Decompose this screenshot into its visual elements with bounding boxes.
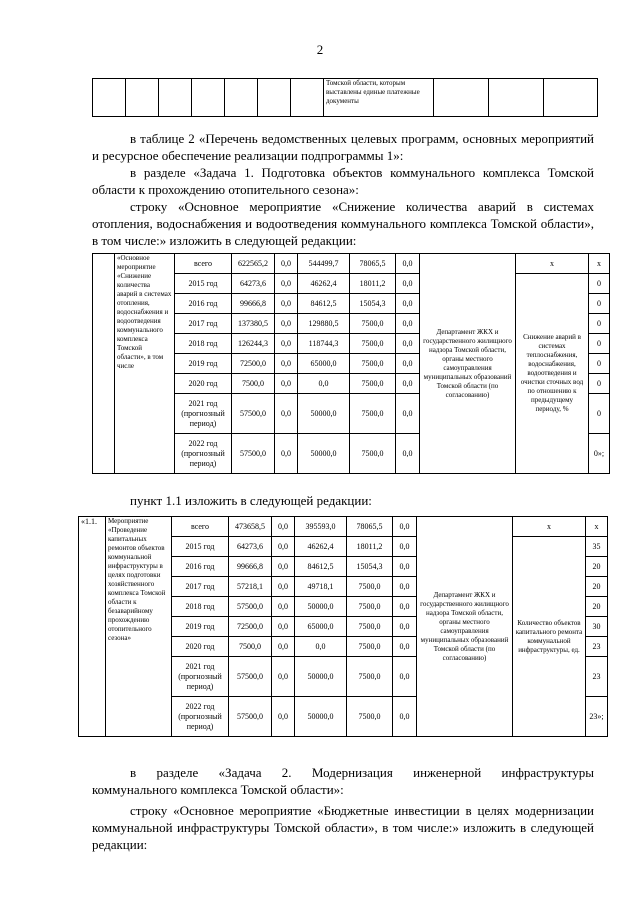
value-cell: 0,0 (393, 617, 417, 637)
year-cell: 2016 год (172, 557, 229, 577)
value-cell: 7500,0 (347, 597, 393, 617)
indicator-value: 0 (589, 294, 610, 314)
value-cell: 0,0 (298, 374, 350, 394)
year-cell: 2021 год (прогнозный период) (172, 657, 229, 697)
value-cell: 7500,0 (350, 314, 396, 334)
indicator-value: 20 (586, 577, 608, 597)
paragraph-2: в разделе «Задача 1. Подготовка объектов коммунального комплекса Томской области к прохождению отопительного сезона»: (92, 165, 594, 197)
page-number: 2 (316, 42, 324, 57)
row-number (93, 254, 115, 474)
indicator-value: 0 (589, 374, 610, 394)
value-cell: 7500,0 (350, 334, 396, 354)
indicator-x: x (516, 254, 589, 274)
indicator-value-x: x (586, 517, 608, 537)
total-cell: 473658,5 (229, 517, 272, 537)
value-cell: 46262,4 (298, 274, 350, 294)
paragraph-5b: коммунального комплекса Томской области»: (92, 782, 344, 797)
total-cell: 57500,0 (229, 657, 272, 697)
value-cell: 65000,0 (295, 617, 347, 637)
value-cell: 78065,5 (347, 517, 393, 537)
value-cell: 46262,4 (295, 537, 347, 557)
value-cell: 18011,2 (350, 274, 396, 294)
table-1 (92, 253, 610, 474)
total-cell: 57500,0 (229, 697, 272, 737)
top-table (92, 78, 598, 117)
year-cell: 2020 год (172, 637, 229, 657)
total-cell: 57218,1 (229, 577, 272, 597)
measure-name: Мероприятие «Проведение капитальных ремонтов объектов коммунальной инфраструктуры в целях подготовки хозяйственного комплекса Томской области к безаварийному прохождению отопительного сезона» (106, 517, 172, 737)
top-table-cell (434, 79, 489, 117)
indicator-value-x: x (589, 254, 610, 274)
year-cell: 2019 год (172, 617, 229, 637)
value-cell: 0,0 (396, 294, 420, 314)
indicator-value: 0 (589, 274, 610, 294)
value-cell: 49718,1 (295, 577, 347, 597)
value-cell: 0,0 (393, 597, 417, 617)
value-cell: 0,0 (272, 657, 295, 697)
value-cell: 7500,0 (347, 617, 393, 637)
year-cell: всего (172, 517, 229, 537)
value-cell: 0,0 (393, 657, 417, 697)
value-cell: 0,0 (272, 557, 295, 577)
indicator-value: 20 (586, 557, 608, 577)
value-cell: 395593,0 (295, 517, 347, 537)
indicator-value: 0 (589, 314, 610, 334)
top-table-cell (93, 79, 126, 117)
indicator-value: 0 (589, 334, 610, 354)
value-cell: 7500,0 (350, 354, 396, 374)
year-cell: 2016 год (175, 294, 232, 314)
value-cell: 544499,7 (298, 254, 350, 274)
year-cell: 2015 год (175, 274, 232, 294)
value-cell: 7500,0 (347, 577, 393, 597)
value-cell: 7500,0 (347, 657, 393, 697)
table-row (93, 254, 610, 274)
value-cell: 15054,3 (347, 557, 393, 577)
top-table-text: Томской области, которым выставлены единые платежные документы (324, 79, 434, 117)
total-cell: 57500,0 (232, 394, 275, 434)
total-cell: 622565,2 (232, 254, 275, 274)
year-cell: 2020 год (175, 374, 232, 394)
value-cell: 0,0 (396, 434, 420, 474)
indicator-value: 23»; (586, 697, 608, 737)
top-table-cell (126, 79, 159, 117)
indicator-value: 0 (589, 394, 610, 434)
top-table-cell (258, 79, 291, 117)
value-cell: 78065,5 (350, 254, 396, 274)
value-cell: 0,0 (275, 254, 298, 274)
value-cell: 7500,0 (350, 394, 396, 434)
executor-cell: Департамент ЖКХ и государственного жилищного надзора Томской области, органы местного самоуправления муниципальных образований Томской области (по согласованию) (417, 517, 513, 737)
value-cell: 7500,0 (350, 374, 396, 394)
total-cell: 57500,0 (232, 434, 275, 474)
total-cell: 64273,6 (229, 537, 272, 557)
value-cell: 7500,0 (347, 697, 393, 737)
value-cell: 0,0 (396, 374, 420, 394)
indicator-x: x (513, 517, 586, 537)
value-cell: 0,0 (272, 637, 295, 657)
table-2 (78, 516, 608, 737)
total-cell: 7500,0 (229, 637, 272, 657)
total-cell: 99666,8 (232, 294, 275, 314)
year-cell: 2019 год (175, 354, 232, 374)
value-cell: 0,0 (272, 517, 295, 537)
total-cell: 72500,0 (232, 354, 275, 374)
total-cell: 72500,0 (229, 617, 272, 637)
year-cell: 2022 год (прогнозный период) (175, 434, 232, 474)
value-cell: 0,0 (396, 274, 420, 294)
value-cell: 129880,5 (298, 314, 350, 334)
value-cell: 18011,2 (347, 537, 393, 557)
top-table-cell (489, 79, 544, 117)
indicator-cell: Количество объектов капитального ремонта коммунальной инфраструктуры, ед. (513, 537, 586, 737)
value-cell: 0,0 (275, 354, 298, 374)
year-cell: 2018 год (172, 597, 229, 617)
paragraph-3: строку «Основное мероприятие «Снижение количества аварий в системах отопления, водоснабжения и водоотведения коммунального комплекса Томской области», в том числе:» изложить в следующей редакции: (92, 199, 594, 248)
value-cell: 50000,0 (295, 697, 347, 737)
indicator-value: 23 (586, 637, 608, 657)
paragraph-6: строку «Основное мероприятие «Бюджетные инвестиции в целях модернизации коммунальной инфраструктуры Томской области», в том числе:» изложить в следующей редакции: (92, 803, 594, 852)
value-cell: 0,0 (393, 537, 417, 557)
table-row (79, 517, 608, 537)
value-cell: 0,0 (272, 577, 295, 597)
value-cell: 0,0 (396, 314, 420, 334)
total-cell: 57500,0 (229, 597, 272, 617)
value-cell: 65000,0 (298, 354, 350, 374)
executor-cell: Департамент ЖКХ и государственного жилищного надзора Томской области, органы местного самоуправления муниципальных образований Томской области (по согласованию) (420, 254, 516, 474)
value-cell: 0,0 (393, 557, 417, 577)
year-cell: 2017 год (175, 314, 232, 334)
year-cell: 2017 год (172, 577, 229, 597)
value-cell: 0,0 (275, 434, 298, 474)
top-table-cell (225, 79, 258, 117)
year-cell: 2021 год (прогнозный период) (175, 394, 232, 434)
paragraph-5: в разделе «Задача 2. Модернизация инженерной инфраструктуры (130, 765, 594, 780)
top-table-cell (159, 79, 192, 117)
top-table-cell (291, 79, 324, 117)
value-cell: 0,0 (272, 617, 295, 637)
value-cell: 50000,0 (295, 657, 347, 697)
value-cell: 0,0 (396, 254, 420, 274)
value-cell: 0,0 (393, 577, 417, 597)
value-cell: 0,0 (393, 697, 417, 737)
value-cell: 0,0 (272, 597, 295, 617)
indicator-value: 23 (586, 657, 608, 697)
value-cell: 7500,0 (347, 637, 393, 657)
measure-name: «Основное мероприятие «Снижение количества аварий в системах отопления, водоснабжения и водоотведения коммунального комплекса Томской области», в том числе (115, 254, 175, 474)
value-cell: 0,0 (275, 374, 298, 394)
value-cell: 0,0 (275, 274, 298, 294)
indicator-value: 0»; (589, 434, 610, 474)
value-cell: 7500,0 (350, 434, 396, 474)
total-cell: 126244,3 (232, 334, 275, 354)
value-cell: 0,0 (393, 637, 417, 657)
total-cell: 64273,6 (232, 274, 275, 294)
total-cell: 137380,5 (232, 314, 275, 334)
top-table-cell (192, 79, 225, 117)
indicator-value: 30 (586, 617, 608, 637)
year-cell: 2015 год (172, 537, 229, 557)
indicator-cell: Снижение аварий в системах теплоснабжения, водоснабжения, водоотведения и очистки сточных вод по отношению к предыдущему периоду, % (516, 274, 589, 474)
value-cell: 84612,5 (295, 557, 347, 577)
value-cell: 50000,0 (295, 597, 347, 617)
indicator-value: 0 (589, 354, 610, 374)
paragraph-4: пункт 1.1 изложить в следующей редакции: (130, 493, 372, 508)
paragraph-1: в таблице 2 «Перечень ведомственных целевых программ, основных мероприятий и ресурсное обеспечение реализации подпрограммы 1»: (92, 131, 594, 163)
value-cell: 0,0 (396, 334, 420, 354)
value-cell: 0,0 (275, 294, 298, 314)
year-cell: 2022 год (прогнозный период) (172, 697, 229, 737)
year-cell: 2018 год (175, 334, 232, 354)
value-cell: 15054,3 (350, 294, 396, 314)
indicator-value: 35 (586, 537, 608, 557)
value-cell: 50000,0 (298, 434, 350, 474)
value-cell: 0,0 (396, 394, 420, 434)
value-cell: 0,0 (295, 637, 347, 657)
total-cell: 7500,0 (232, 374, 275, 394)
value-cell: 0,0 (272, 537, 295, 557)
value-cell: 0,0 (275, 394, 298, 434)
row-number: «1.1. (79, 517, 106, 737)
indicator-value: 20 (586, 597, 608, 617)
value-cell: 50000,0 (298, 394, 350, 434)
value-cell: 0,0 (275, 334, 298, 354)
value-cell: 0,0 (393, 517, 417, 537)
value-cell: 0,0 (396, 354, 420, 374)
total-cell: 99666,8 (229, 557, 272, 577)
year-cell: всего (175, 254, 232, 274)
value-cell: 84612,5 (298, 294, 350, 314)
value-cell: 118744,3 (298, 334, 350, 354)
value-cell: 0,0 (272, 697, 295, 737)
top-table-cell (544, 79, 598, 117)
value-cell: 0,0 (275, 314, 298, 334)
